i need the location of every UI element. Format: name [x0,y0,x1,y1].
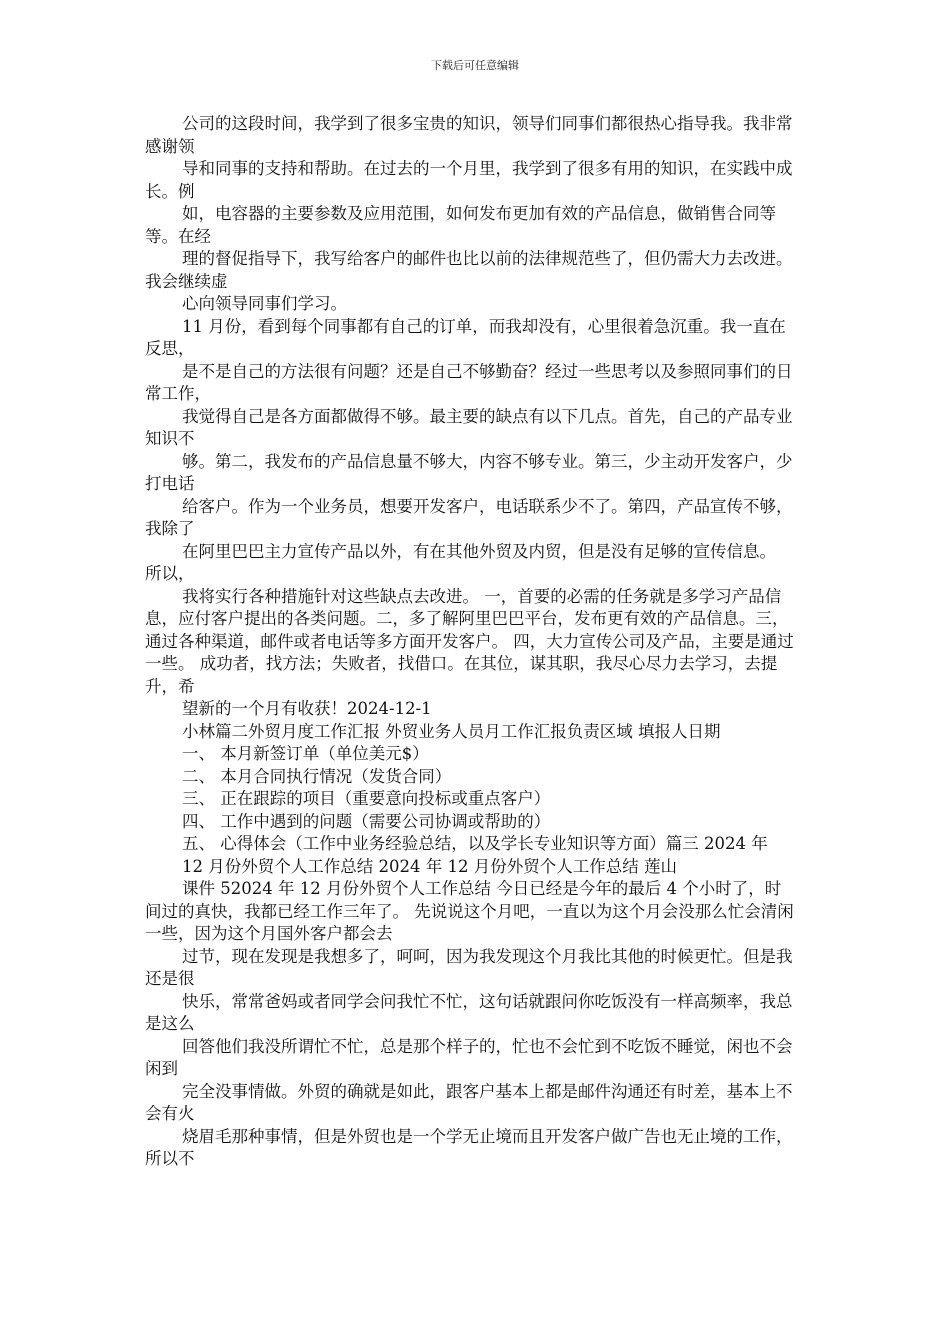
paragraph: 导和同事的支持和帮助。在过去的一个月里，我学到了很多有用的知识，在实践中成长。例 [145,159,793,201]
paragraph: 够。第二，我发布的产品信息量不够大，内容不够专业。第三，少主动开发客户，少打电话 [145,451,793,493]
paragraph: 如，电容器的主要参数及应用范围，如何发布更加有效的产品信息，做销售合同等等。在经 [145,204,776,246]
paragraph: 11 月份，看到每个同事都有自己的订单，而我却没有，心里很着急沉重。我一直在反思， [145,316,786,358]
document-body [145,113,797,1171]
paragraph: 我觉得自己是各方面都做得不够。最主要的缺点有以下几点。首先，自己的产品专业知识不 [145,406,793,448]
paragraph: 心向领导同事们学习。 [182,294,347,313]
paragraph: 小林篇二外贸月度工作汇报 外贸业务人员月工作汇报负责区域 填报人日期 [182,721,721,741]
paragraph: 是不是自己的方法很有问题？还是自己不够勤奋？经过一些思考以及参照同事们的日常工作， [145,361,793,403]
paragraph: 给客户。作为一个业务员，想要开发客户，电话联系少不了。第四，产品宣传不够，我除了 [145,496,793,538]
paragraph: 烧眉毛那种事情，但是外贸也是一个学无止境而且开发客户做广告也无止境的工作，所以不 [145,1126,793,1168]
paragraph: 过节，现在发现是我想多了，呵呵，因为我发现这个月我比其他的时候更忙。但是我还是很 [145,946,793,988]
list-item: 三、 正在跟踪的项目（重要意向投标或重点客户） [182,789,551,808]
paragraph: 望新的一个月有收获！2024-12-1 [182,699,432,718]
paragraph: 快乐，常常爸妈或者同学会问我忙不忙，这句话就跟问你吃饭没有一样高频率，我总是这么 [145,991,793,1033]
list-item: 一、 本月新签订单（单位美元$） [182,744,429,763]
paragraph: 公司的这段时间，我学到了很多宝贵的知识，领导们同事们都很热心指导我。我非常感谢领 [145,114,793,156]
paragraph: 我将实行各种措施针对这些缺点去改进。 一，首要的必需的任务就是多学习产品信息，应付客户提出的各类问题。二，多了解阿里巴巴平台，发布更有效的产品信息。三，通过各种渠道，邮件或者电话等多方面开发客户。 四，大力宣传公司及产品，主要是通过一些。 成功者，找方法；失败者，找借口。在其位，谋其职，我尽心尽力去学习，去提升，希 [145,586,794,696]
paragraph: 理的督促指导下，我写给客户的邮件也比以前的法律规范些了，但仍需大力去改进。我会继续虚 [145,249,793,291]
list-item: 二、 本月合同执行情况（发货合同） [182,766,452,786]
paragraph: 完全没事情做。外贸的确就是如此，跟客户基本上都是邮件沟通还有时差，基本上不会有火 [145,1081,793,1123]
paragraph: 在阿里巴巴主力宣传产品以外，有在其他外贸及内贸，但是没有足够的宣传信息。 所以， [145,541,776,583]
paragraph: 课件 52024 年 12 月份外贸个人工作总结 今日已经是今年的最后 4 个小时了，时间过的真快，我都已经工作三年了。 先说说这个月吧，一直以为这个月会没那么忙会清闲一些，因为这个月国外客户都会去 [145,879,794,943]
paragraph: 回答他们我没所谓忙不忙，总是那个样子的，忙也不会忙到不吃饭不睡觉，闲也不会闲到 [145,1036,793,1078]
paragraph: 12 月份外贸个人工作总结 2024 年 12 月份外贸个人工作总结 莲山 [182,856,677,876]
list-item: 五、 心得体会（工作中业务经验总结，以及学长专业知识等方面）篇三 2024 年 [182,834,768,853]
list-item: 四、 工作中遇到的问题（需要公司协调或帮助的） [182,811,551,831]
page-header: 下载后可任意编辑 [431,59,519,72]
